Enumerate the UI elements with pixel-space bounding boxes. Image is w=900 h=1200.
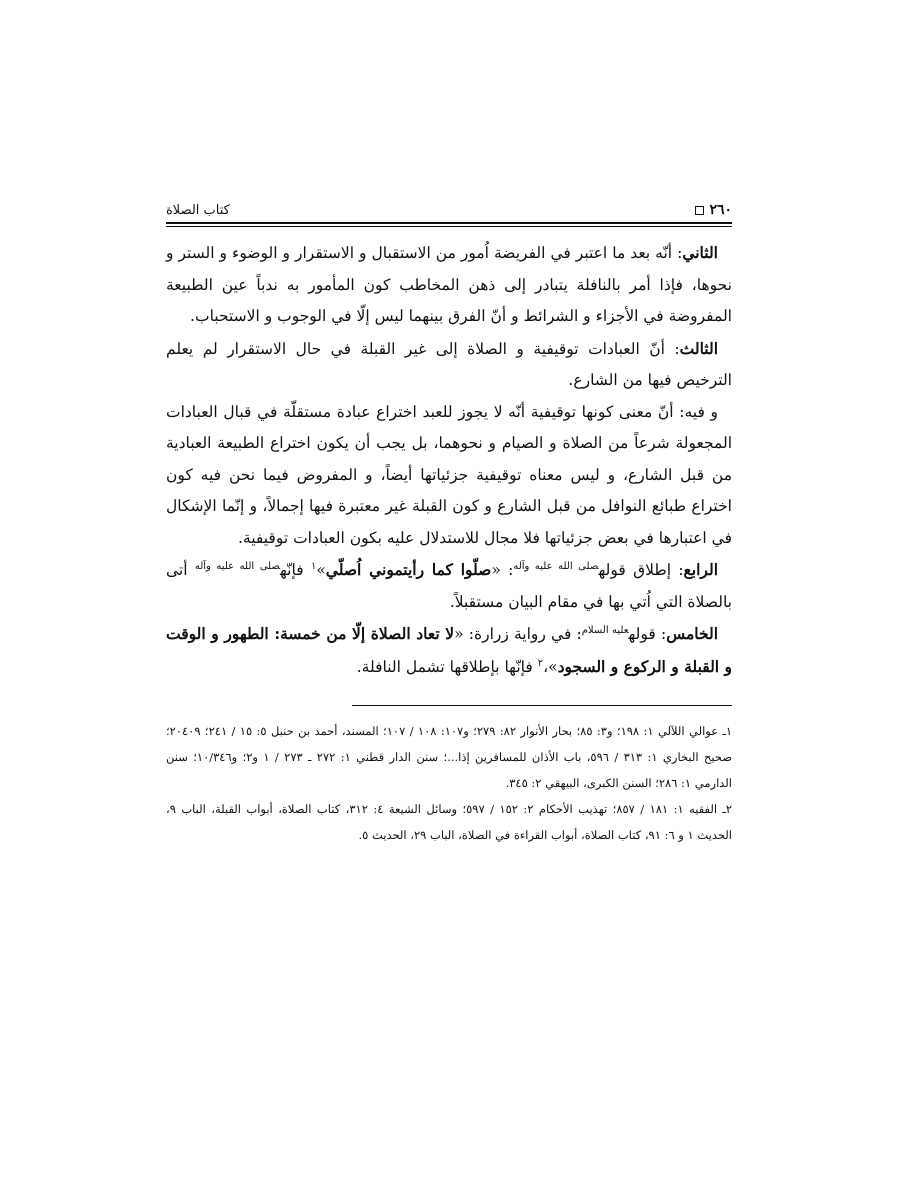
paragraph-body: فإنّه — [280, 561, 311, 579]
paragraph-fifth — [166, 618, 732, 683]
honorific-ligature: عليه السلام — [581, 624, 629, 636]
paragraph-lead: الثاني — [682, 243, 718, 262]
paragraph-body: أتى بالصلاة التي اُتي بها في مقام البيان مستقبلاً. — [166, 561, 732, 611]
footnote-ref[interactable]: ٢ — [537, 657, 544, 669]
paragraph-body: و فيه: أنّ معنى كونها توقيفية أنّه لا يجوز للعبد اختراع عبادة مستقلّة في قبال العبادات المجعولة شرعاً من الصلاة و الصيام و نحوهما، بل يجب أن يكون اختراع الطبيعة العبادية من قبل الشارع، و ليس معناه توقيفية جزئياتها أيضاً، و المفروض فيما نحن فيه كون اختراع طبائع النوافل من قبل الشارع و كون القبلة غير معتبرة فيها إجمالاً، و إنّما الإشكال في اعتبارها في بعض جزئياتها فلا مجال للاستدلال عليه بكون العبادات توقيفية. — [166, 402, 732, 547]
honorific-ligature: صلى الله عليه وآله — [513, 560, 599, 572]
paragraph-fourth — [166, 554, 732, 618]
book-title: كتاب الصلاة — [166, 203, 230, 218]
page-number — [695, 202, 732, 218]
paragraph-body: : إطلاق قوله — [598, 561, 684, 579]
paragraph-body: فإنّها بإطلاقها تشمل النافلة. — [356, 657, 538, 676]
honorific-ligature: صلى الله عليه وآله — [194, 560, 281, 572]
footnotes — [166, 718, 732, 848]
footnote-2: ٢ـ الفقيه ١: ١٨١ / ٨٥٧؛ تهذيب الأحكام ٢: ١٥٢ / ٥٩٧؛ وسائل الشيعة ٤: ٣١٢، كتاب الصلاة، أبواب القبلة، الباب ٩، الحديث ١ و ٦: ٩١، كتاب الصلاة، أبواب القراءة في الصلاة، الباب ٢٩، الحديث ٥. — [166, 802, 733, 842]
hadith-quote: لا تعاد الصلاة إلّا من خمسة: الطهور و الوقت و القبلة و الركوع و السجود — [166, 624, 732, 676]
footnote-ref[interactable]: ١ — [310, 560, 317, 572]
paragraph-lead: الخامس — [666, 624, 719, 643]
main-text — [166, 237, 732, 683]
paragraph-lead: الثالث — [679, 338, 718, 358]
header-rule-thick — [166, 222, 732, 224]
paragraph-objection — [166, 397, 732, 555]
paragraph-body: » — [316, 561, 326, 579]
paragraph-lead: الرابع — [683, 560, 718, 579]
paragraph-body: : أنّ العبادات توقيفية و الصلاة إلى غير القبلة في حال الاستقرار لم يعلم الترخيص فيها من الشارع. — [166, 339, 732, 389]
paragraph-body: : أنّه بعد ما اعتبر في الفريضة اُمور من الاستقبال و الاستقرار و الوضوء و الستر و نحوها، فإذا أمر بالنافلة يتبادر إلى ذهن المخاطب كون المأمور به ندباً عين الطبيعة المفروضة في الأجزاء و الشرائط و أنّ الفرق بينهما ليس إلّا في الوجوب و الاستحباب. — [166, 244, 732, 325]
book-page — [166, 190, 732, 848]
page-number-text: ٢٦٠ — [709, 202, 732, 218]
paragraph-body: : قوله — [628, 625, 667, 643]
paragraph-body: »، — [543, 657, 558, 676]
paragraph-third — [166, 333, 732, 397]
footnote-1: ١ـ عوالي اللآلي ١: ١٩٨؛ و٣: ٨٥؛ بحار الأنوار ٨٢: ٢٧٩؛ و١٠٧: ١٠٨ / ١٠٧؛ المسند، أحمد بن حنبل ٥: ١٥ / ٢٤١؛ ٢٠٤٠٩؛ صحيح البخاري ١: ٣١٣ / ٥٩٦، باب الأذان للمسافرين إذا...؛ سنن الدار قطني ١: ٢٧٢ ـ ٢٧٣ / ١ و٢؛ و١٠/٣٤٦؛ سنن الدارمي ١: ٢٨٦؛ السنن الكبرى، البيهقي ٢: ٣٤٥. — [166, 724, 733, 790]
paragraph-second — [166, 237, 732, 333]
paragraph-body: : في رواية زرارة: « — [454, 625, 582, 643]
footnote-separator — [352, 705, 732, 706]
header-rule-thin — [166, 226, 732, 227]
paragraph-body: : « — [491, 561, 514, 579]
hadith-quote: صلّوا كما رأيتموني اُصلّي — [325, 560, 492, 579]
square-ornament-icon — [695, 206, 704, 215]
running-header — [166, 190, 732, 218]
